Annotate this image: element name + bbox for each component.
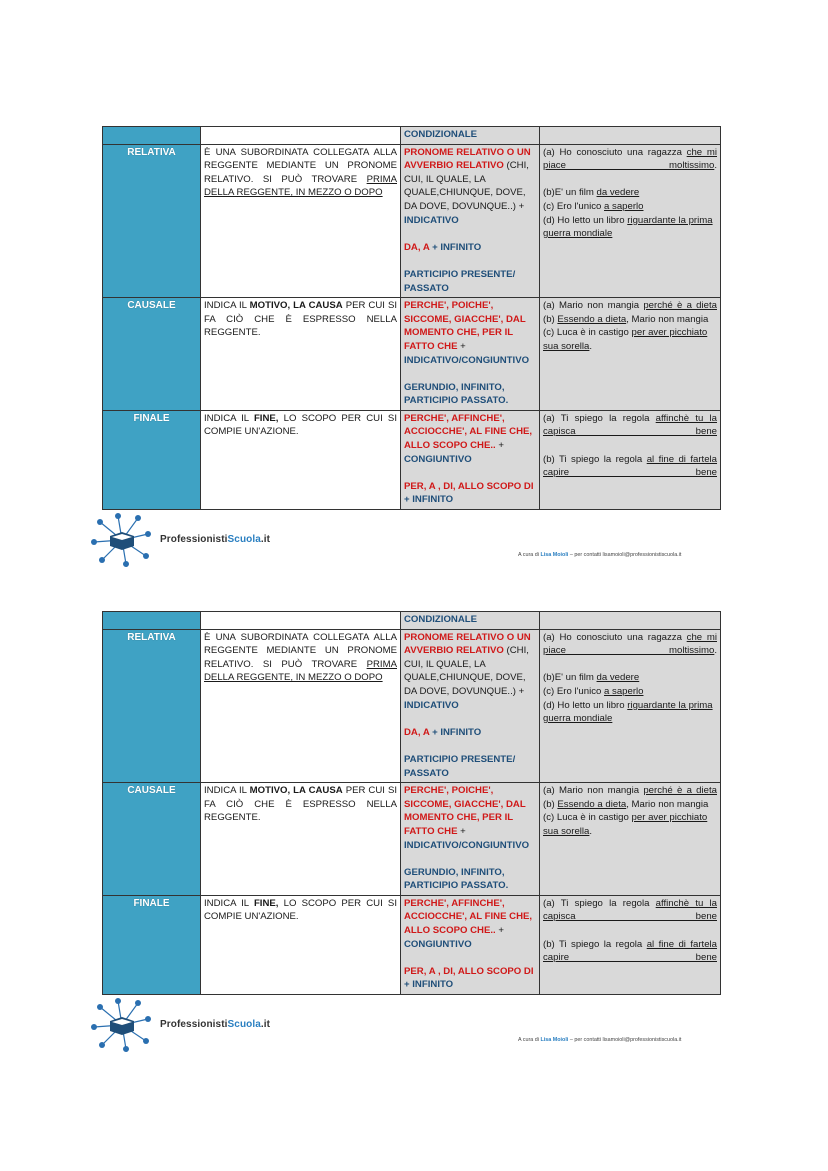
row-label: CAUSALE xyxy=(103,298,201,411)
row-description: È UNA SUBORDINATA COLLEGATA ALLA REGGENTE MEDIANTE UN PRONOME RELATIVO. SI PUÒ TROVARE PRIMA DELLA REGGENTE, IN MEZZO O DOPO xyxy=(201,144,401,298)
example-item: (d) Ho letto un libro riguardante la prima guerra mondiale xyxy=(543,214,713,240)
table-header-row xyxy=(103,612,721,630)
example-item: (a) Mario non mangia perché è a dieta xyxy=(543,785,717,797)
document-page-2 xyxy=(0,485,828,1070)
row-label: CAUSALE xyxy=(103,783,201,896)
row-description: INDICA IL MOTIVO, LA CAUSA PER CUI SI FA CIÒ CHE È ESPRESSO NELLA REGGENTE. xyxy=(201,298,401,411)
table-row-relativa xyxy=(103,144,721,298)
example-item: (b) Essendo a dieta, Mario non mangia xyxy=(543,798,709,810)
header-condizionale: CONDIZIONALE xyxy=(401,612,540,630)
row-examples xyxy=(540,298,721,411)
example-item: (c) Luca è in castigo per aver picchiato sua sorella. xyxy=(543,812,708,837)
example-item: (c) Luca è in castigo per aver picchiato sua sorella. xyxy=(543,327,708,352)
row-connectives: PERCHE', POICHE', SICCOME, GIACCHE', DAL MOMENTO CHE, PER IL FATTO CHE + INDICATIVO/CONGIUNTIVO GERUNDIO, INFINITO, PARTICIPIO PASSATO. xyxy=(401,783,540,896)
row-connectives: PERCHE', POICHE', SICCOME, GIACCHE', DAL MOMENTO CHE, PER IL FATTO CHE + INDICATIVO/CONGIUNTIVO GERUNDIO, INFINITO, PARTICIPIO PASSATO. xyxy=(401,298,540,411)
example-item: (a) Mario non mangia perché è a dieta xyxy=(543,300,717,312)
row-examples xyxy=(540,629,721,783)
example-item: (b)E' un film da vedere xyxy=(543,187,640,199)
row-connectives: PERCHE', AFFINCHE', ACCIOCCHE', AL FINE CHE, ALLO SCOPO CHE.. + CONGIUNTIVO PER, A , DI, ALLO SCOPO DI + INFINITO xyxy=(401,895,540,994)
row-label: FINALE xyxy=(103,410,201,509)
author-credit: A cura di Lisa Moioli – per contatti lisamoioli@professionistiscuola.it xyxy=(518,1037,682,1043)
row-examples xyxy=(540,783,721,896)
brand-name: ProfessionistiScuola.it xyxy=(160,1019,271,1030)
professionisti-scuola-logo-icon xyxy=(88,997,156,1053)
example-item: (a) Ho conosciuto una ragazza che mi piace moltissimo. xyxy=(543,146,717,172)
row-description: INDICA IL FINE, LO SCOPO PER CUI SI COMPIE UN'AZIONE. xyxy=(201,895,401,994)
row-label: RELATIVA xyxy=(103,144,201,298)
row-connectives: PERCHE', AFFINCHE', ACCIOCCHE', AL FINE CHE, ALLO SCOPO CHE.. + CONGIUNTIVO PER, A , DI, ALLO SCOPO DI + INFINITO xyxy=(401,410,540,509)
example-item: (b) Ti spiego la regola al fine di fartela capire bene xyxy=(543,453,718,479)
row-examples xyxy=(540,144,721,298)
page-footer xyxy=(88,997,748,1057)
example-item: (c) Ero l'unico a saperlo xyxy=(543,200,644,212)
example-item: (c) Ero l'unico a saperlo xyxy=(543,685,644,697)
example-item: (b) Essendo a dieta, Mario non mangia xyxy=(543,313,709,325)
table-header-row xyxy=(103,127,721,145)
row-label: FINALE xyxy=(103,895,201,994)
subordinate-clauses-table xyxy=(102,126,721,510)
row-label: RELATIVA xyxy=(103,629,201,783)
example-item: (a) Ho conosciuto una ragazza che mi piace moltissimo. xyxy=(543,631,717,657)
row-description: È UNA SUBORDINATA COLLEGATA ALLA REGGENTE MEDIANTE UN PRONOME RELATIVO. SI PUÒ TROVARE PRIMA DELLA REGGENTE, IN MEZZO O DOPO xyxy=(201,629,401,783)
example-item: (a) Ti spiego la regola affinchè tu la capisca bene xyxy=(543,897,717,923)
row-connectives: PRONOME RELATIVO O UN AVVERBIO RELATIVO (CHI, CUI, IL QUALE, LA QUALE,CHIUNQUE, DOVE, DA DOVE, DOVUNQUE..) + INDICATIVO DA, A + INFINITO PARTICIPIO PRESENTE/ PASSATO xyxy=(401,629,540,783)
row-description: INDICA IL MOTIVO, LA CAUSA PER CUI SI FA CIÒ CHE È ESPRESSO NELLA REGGENTE. xyxy=(201,783,401,896)
table-row-causale xyxy=(103,298,721,411)
example-item: (b)E' un film da vedere xyxy=(543,672,640,684)
example-item: (a) Ti spiego la regola affinchè tu la capisca bene xyxy=(543,412,717,438)
example-item: (b) Ti spiego la regola al fine di fartela capire bene xyxy=(543,938,718,964)
table-row-finale xyxy=(103,895,721,994)
header-condizionale: CONDIZIONALE xyxy=(401,127,540,145)
row-examples xyxy=(540,895,721,994)
subordinate-clauses-table xyxy=(102,611,721,995)
row-connectives: PRONOME RELATIVO O UN AVVERBIO RELATIVO (CHI, CUI, IL QUALE, LA QUALE,CHIUNQUE, DOVE, DA DOVE, DOVUNQUE..) + INDICATIVO DA, A + INFINITO PARTICIPIO PRESENTE/ PASSATO xyxy=(401,144,540,298)
example-item: (d) Ho letto un libro riguardante la prima guerra mondiale xyxy=(543,699,713,725)
table-row-relativa xyxy=(103,629,721,783)
table-row-causale xyxy=(103,783,721,896)
author-credit: A cura di Lisa Moioli – per contatti lisamoioli@professionistiscuola.it xyxy=(518,552,682,558)
brand-name: ProfessionistiScuola.it xyxy=(160,534,271,545)
row-description: INDICA IL FINE, LO SCOPO PER CUI SI COMPIE UN'AZIONE. xyxy=(201,410,401,509)
